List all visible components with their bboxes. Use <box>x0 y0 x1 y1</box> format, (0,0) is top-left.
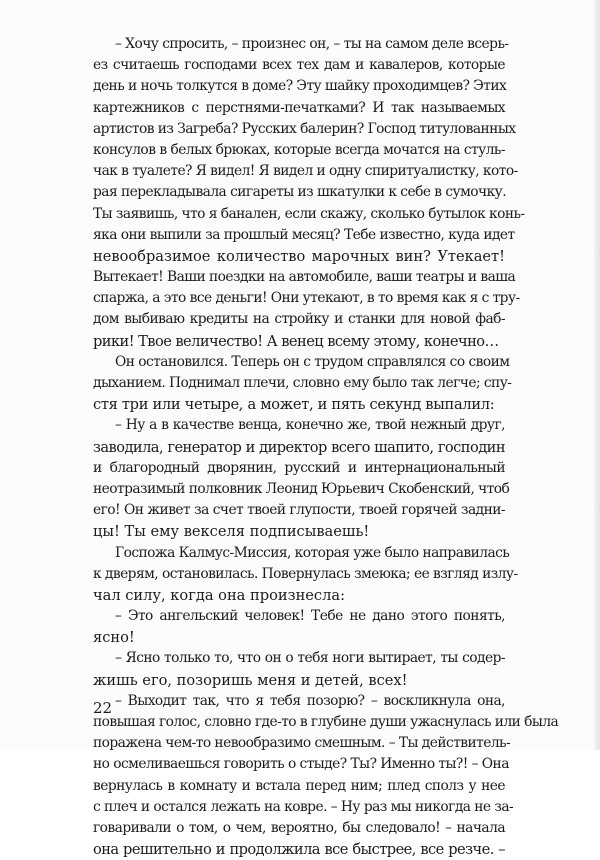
text-line: картежников с перстнями-печатками? И так называемых <box>93 99 505 116</box>
page-edge-shadow <box>594 0 600 750</box>
text-line: цы! Ты ему векселя подписываешь! <box>93 523 370 541</box>
text-line: рая перекладывала сигареты из шкатулки к себе в сумочку. <box>93 184 507 201</box>
body-text <box>93 34 559 860</box>
text-line: его! Он живет за счет твоей глупости, твоей горячей задни- <box>93 502 505 519</box>
text-line: Он остановился. Теперь он с трудом справлялся со своим <box>115 353 510 370</box>
text-line: поражена чем-то невообразимо смешным. – Ты действитель- <box>93 735 511 752</box>
text-line: она решительно и продолжила все быстрее, все резче. – <box>93 841 505 859</box>
text-line: невообразимое количество марочных вин? Утекает! <box>93 247 505 265</box>
text-line: но осмеливаешься говорить о стыде? Ты? Именно ты?! – Она <box>93 756 509 773</box>
text-line: – Ну а в качестве венца, конечно же, твой нежный друг, <box>115 417 505 434</box>
text-line: спаржа, а это все деньги! Они утекают, в то время как я с тру- <box>93 290 520 307</box>
text-line: – Ясно только то, что он о тебя ноги вытирает, ты содер- <box>115 650 505 667</box>
text-line: чал силу, когда она произнесла: <box>93 586 345 604</box>
text-line: стя три или четыре, а может, и пять секунд выпалил: <box>93 396 495 414</box>
text-line: – Это ангельский человек! Тебе не дано этого понять, <box>115 608 505 625</box>
text-line: артистов из Загреба? Русских балерин? Господ титулованных <box>93 120 516 137</box>
page-number: 22 <box>93 699 113 717</box>
text-line: к дверям, остановилась. Повернулась змеюка; ее взгляд излу- <box>93 565 518 582</box>
text-line: – Хочу спросить, – произнес он, – ты на самом деле всерь- <box>115 36 509 52</box>
text-line: заводила, генератор и директор всего шапито, господин <box>93 438 505 456</box>
text-line: ез считаешь господами всех тех дам и кавалеров, которые <box>93 57 505 74</box>
text-line: дыханием. Поднимал плечи, словно ему было так легче; спу- <box>93 375 512 391</box>
text-line: ясно! <box>93 629 135 647</box>
text-line: жишь его, позоришь меня и детей, всех! <box>93 671 408 689</box>
text-line: Госпожа Калмус-Миссия, которая уже было направилась <box>115 544 510 561</box>
text-line: неотразимый полковник Леонид Юрьевич Скобенский, чтоб <box>93 480 510 497</box>
text-line: и благородный дворянин, русский и интернациональный <box>93 459 505 476</box>
text-line: дом выбиваю кредиты на стройку и станки для новой фаб- <box>93 311 505 328</box>
text-line: говаривали о том, о чем, вероятно, бы следовало! – начала <box>93 819 505 836</box>
text-line: день и ночь толкутся в доме? Эту шайку проходимцев? Этих <box>93 78 507 95</box>
text-line: с плеч и остался лежать на ковре. – Ну раз мы никогда не за- <box>93 798 514 815</box>
text-line: повышая голос, словно где-то в глубине души ужаснулась или была <box>93 714 559 730</box>
text-line: яка они выпили за прошлый месяц? Тебе известно, куда идет <box>93 226 515 243</box>
text-line: – Выходит так, что я тебя позорю? – воскликнула она, <box>115 692 505 709</box>
text-line: чак в туалете? Я видел! Я видел и одну спиритуалистку, кото- <box>93 163 518 180</box>
text-line: Ты заявишь, что я банален, если скажу, сколько бутылок конь- <box>93 205 525 222</box>
text-line: вернулась в комнату и встала перед ним; плед сполз у нее <box>93 777 505 794</box>
text-line: рики! Твое величество! А венец всему этому, конечно… <box>93 332 499 350</box>
text-line: Вытекает! Ваши поездки на автомобиле, ваши театры и ваша <box>93 269 516 286</box>
text-line: консулов в белых брюках, которые всегда мочатся на стуль- <box>93 141 505 158</box>
